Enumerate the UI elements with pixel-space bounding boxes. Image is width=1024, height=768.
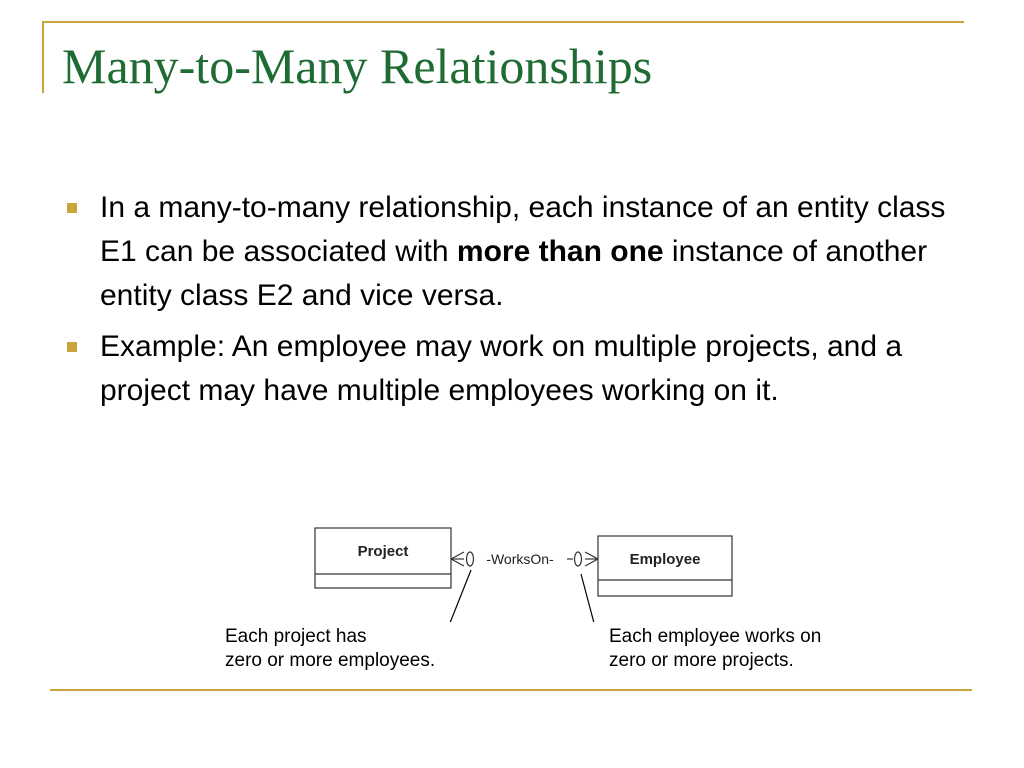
project-entity-label: Project [357,543,409,560]
left-crows-foot-icon [451,552,474,566]
right-caption [609,625,821,673]
slide-title: Many-to-Many Relationships [62,38,653,94]
employee-entity-label: Employee [629,551,701,568]
caption-line: zero or more employees. [225,650,436,671]
right-caption-pointer [581,574,598,622]
bullet-item [62,325,972,413]
square-bullet-icon [67,342,77,352]
caption-line: Each employee works on [609,626,822,647]
er-diagram [300,522,740,622]
right-crows-foot-icon [567,552,598,566]
bullet-bold-text: more than one [456,235,664,268]
bullet-text: instance of another entity class E2 and vice versa. [100,235,928,312]
caption-line: Each project has [225,626,367,647]
left-rule [42,21,44,93]
bullet-list [62,186,972,420]
bottom-rule [50,689,972,691]
bullet-item [62,186,972,318]
top-rule [42,21,964,23]
relationship-label: -WorksOn- [486,551,554,567]
caption-line: zero or more projects. [609,650,794,671]
bullet-text: In a many-to-many relationship, each instance of an entity class E1 can be associated with [100,191,946,268]
bullet-text: Example: An employee may work on multiple projects, and a project may have multiple employees working on it. [100,330,903,407]
left-caption [225,625,435,673]
square-bullet-icon [67,203,77,213]
